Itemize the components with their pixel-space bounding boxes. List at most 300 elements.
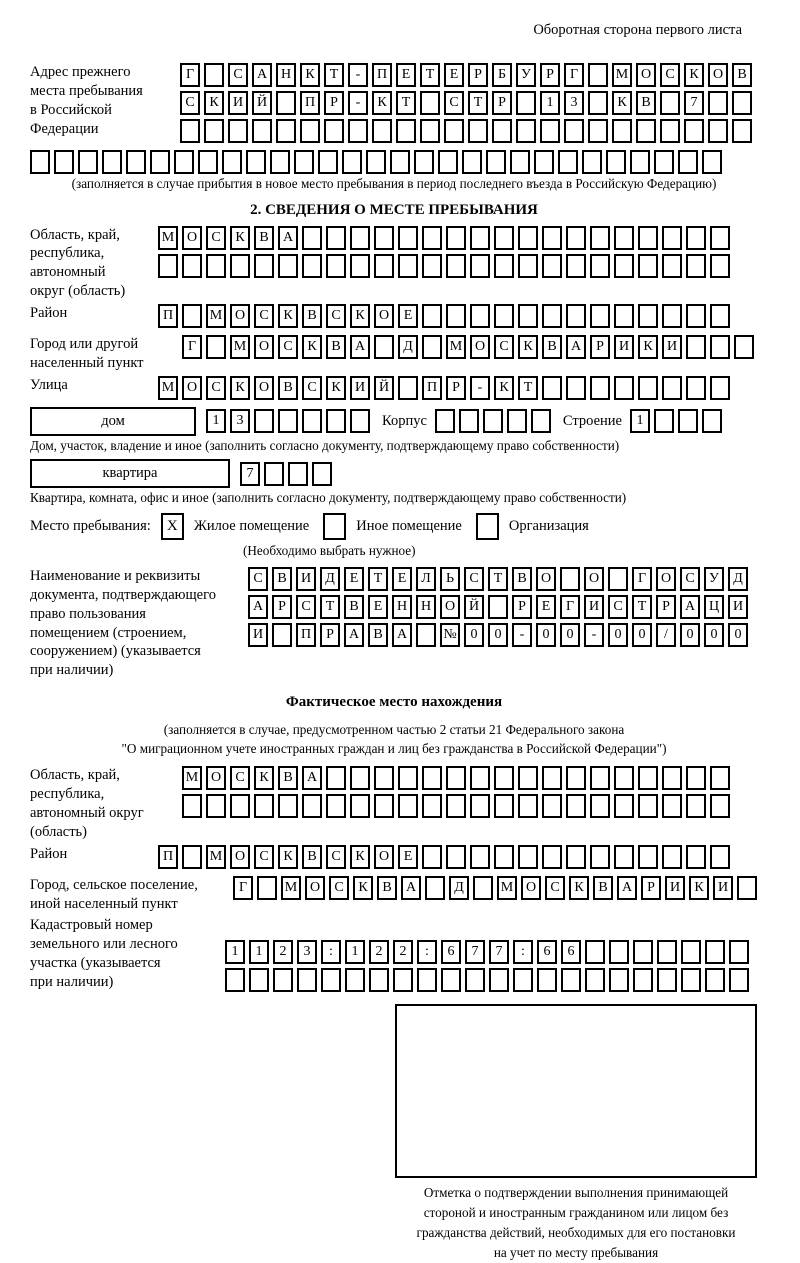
district-field: [30, 304, 758, 332]
city-field: [30, 335, 758, 373]
char-cell: К: [230, 376, 250, 400]
char-cell: [102, 150, 122, 174]
char-cell: [222, 150, 242, 174]
char-cell: [321, 968, 341, 992]
char-cell: [534, 150, 554, 174]
label-line: Город или другой: [30, 335, 139, 352]
char-cell: 3: [230, 409, 250, 433]
char-cell: С: [254, 845, 274, 869]
char-cell: -: [512, 623, 532, 647]
char-cell: Б: [492, 63, 512, 87]
char-cell: М: [612, 63, 632, 87]
char-cell-row: [180, 119, 752, 143]
char-cell: [446, 794, 466, 818]
label-line: гражданства действий, необходимых для его постановки: [416, 1225, 736, 1241]
char-cell: [705, 968, 725, 992]
char-cell: [614, 794, 634, 818]
char-cell: [204, 63, 224, 87]
label-line: Адрес прежнего: [30, 64, 131, 80]
street-label: Улица: [30, 376, 68, 393]
char-cell: [158, 254, 178, 278]
char-cell: Р: [324, 91, 344, 115]
char-cell: Р: [590, 335, 610, 359]
char-cell: [414, 150, 434, 174]
char-cell: [348, 119, 368, 143]
char-cell: О: [182, 376, 202, 400]
char-cell-row: [248, 623, 748, 647]
char-cell: /: [656, 623, 676, 647]
char-cell: И: [584, 595, 604, 619]
label-line: на учет по месту пребывания: [493, 1244, 659, 1260]
char-cell-row: [180, 63, 752, 87]
char-cell: С: [206, 226, 226, 250]
stamp-caption: [395, 1183, 757, 1262]
char-cell: [612, 119, 632, 143]
char-cell: [422, 794, 442, 818]
char-cell: Ь: [440, 567, 460, 591]
char-cell: А: [392, 623, 412, 647]
char-cell: О: [440, 595, 460, 619]
char-cell: С: [494, 335, 514, 359]
char-cell: А: [278, 226, 298, 250]
char-cell: -: [470, 376, 490, 400]
char-cell: А: [617, 876, 637, 900]
char-cell: П: [300, 91, 320, 115]
char-cell: С: [444, 91, 464, 115]
char-cell: [206, 335, 226, 359]
char-cell: [350, 766, 370, 790]
char-cell-row: [225, 968, 749, 992]
char-cell: Т: [518, 376, 538, 400]
char-cell: С: [680, 567, 700, 591]
document-cells: [248, 567, 748, 651]
char-cell: [686, 376, 706, 400]
char-cell: К: [350, 304, 370, 328]
char-cell: [425, 876, 445, 900]
char-cell: Т: [632, 595, 652, 619]
char-cell: [470, 845, 490, 869]
char-cell: К: [569, 876, 589, 900]
char-cell: [417, 968, 437, 992]
label-line: Наименование и реквизиты: [30, 568, 201, 585]
char-cell: Т: [468, 91, 488, 115]
char-cell: [278, 254, 298, 278]
section2-title: 2. СВЕДЕНИЯ О МЕСТЕ ПРЕБЫВАНИЯ: [250, 201, 538, 218]
char-cell: [422, 845, 442, 869]
char-cell: М: [182, 766, 202, 790]
char-cell: Н: [276, 63, 296, 87]
char-cell: В: [326, 335, 346, 359]
char-cell: [297, 968, 317, 992]
char-cell: [326, 226, 346, 250]
char-cell: :: [513, 940, 533, 964]
char-cell: [470, 766, 490, 790]
char-cell: [462, 150, 482, 174]
char-cell: [398, 766, 418, 790]
char-cell: [366, 150, 386, 174]
char-cell: И: [728, 595, 748, 619]
char-cell: О: [230, 304, 250, 328]
char-cell: О: [254, 376, 274, 400]
char-cell: [228, 119, 248, 143]
house-field: [30, 407, 758, 436]
char-cell: [590, 254, 610, 278]
char-cell: [230, 794, 250, 818]
char-cell: [686, 335, 706, 359]
char-cell: [302, 254, 322, 278]
char-cell: [590, 376, 610, 400]
char-cell: Р: [468, 63, 488, 87]
char-cell: Е: [368, 595, 388, 619]
char-cell: [369, 968, 389, 992]
char-cell: [614, 376, 634, 400]
char-cell: [470, 254, 490, 278]
actual-region-label: [30, 766, 182, 841]
char-cell: М: [497, 876, 517, 900]
char-cell: [446, 845, 466, 869]
char-cell: [542, 766, 562, 790]
char-cell: Е: [392, 567, 412, 591]
char-cell: П: [158, 845, 178, 869]
char-cell: Г: [180, 63, 200, 87]
char-cell: А: [566, 335, 586, 359]
char-cell: [638, 845, 658, 869]
char-cell: [374, 226, 394, 250]
char-cell: Н: [416, 595, 436, 619]
char-cell: [393, 968, 413, 992]
char-cell: Т: [488, 567, 508, 591]
char-cell: У: [516, 63, 536, 87]
char-cell: М: [158, 376, 178, 400]
char-cell: С: [230, 766, 250, 790]
char-cell: Т: [368, 567, 388, 591]
char-cell: К: [230, 226, 250, 250]
label-line: Отметка о подтверждении выполнения принимающей: [423, 1185, 729, 1201]
char-cell: [737, 876, 757, 900]
char-cell: О: [374, 304, 394, 328]
char-cell: Д: [320, 567, 340, 591]
stay-option-residential-label: Жилое помещение: [193, 517, 310, 534]
char-cell: [560, 567, 580, 591]
char-cell: К: [350, 845, 370, 869]
char-cell: Т: [396, 91, 416, 115]
char-cell: [518, 304, 538, 328]
char-cell: У: [704, 567, 724, 591]
char-cell: [182, 304, 202, 328]
char-cell: [654, 409, 674, 433]
char-cell: О: [374, 845, 394, 869]
label-line: Кадастровый номер: [30, 917, 153, 934]
prev-address-overflow-row: [30, 150, 758, 174]
char-cell: [636, 119, 656, 143]
char-cell: О: [470, 335, 490, 359]
char-cell: [710, 335, 730, 359]
char-cell: [686, 845, 706, 869]
char-cell: Г: [564, 63, 584, 87]
char-cell: [686, 794, 706, 818]
char-cell-row: [158, 845, 730, 869]
char-cell-row: [158, 304, 730, 328]
actual-city-field: [30, 876, 758, 914]
label-line: при наличии): [30, 974, 114, 990]
label-line: (заполняется в случае, предусмотренном частью 2 статьи 21 Федерального закона: [163, 722, 625, 738]
char-cell: [204, 119, 224, 143]
char-cell: [416, 623, 436, 647]
char-cell: [638, 376, 658, 400]
char-cell: [558, 150, 578, 174]
char-cell: 7: [240, 462, 260, 486]
char-cell: [582, 150, 602, 174]
char-cell: [732, 91, 752, 115]
char-cell: [254, 409, 274, 433]
char-cell-row: [248, 567, 748, 591]
char-cell: П: [296, 623, 316, 647]
char-cell: 0: [704, 623, 724, 647]
actual-location-title: Фактическое место нахождения: [285, 694, 503, 711]
char-cell-row: [435, 409, 551, 433]
char-cell: [606, 150, 626, 174]
char-cell: В: [278, 766, 298, 790]
char-cell: [350, 226, 370, 250]
char-cell: [492, 119, 512, 143]
char-cell: [609, 968, 629, 992]
char-cell: [662, 304, 682, 328]
page-side-note: Оборотная сторона первого листа: [533, 22, 742, 38]
char-cell: [326, 794, 346, 818]
char-cell: Г: [632, 567, 652, 591]
char-cell: [654, 150, 674, 174]
label-line: сооружением) (указывается: [30, 643, 201, 660]
label-line: Область, край,: [30, 767, 120, 784]
char-cell: [494, 845, 514, 869]
actual-location-note: [30, 720, 758, 758]
char-cell: [350, 794, 370, 818]
char-cell: [446, 254, 466, 278]
checkbox-organization: [476, 513, 499, 540]
char-cell: [494, 254, 514, 278]
char-cell: [350, 409, 370, 433]
label-line: Область, край,: [30, 226, 120, 243]
label-line: помещением (строением,: [30, 624, 187, 641]
char-cell: Р: [656, 595, 676, 619]
char-cell: [708, 119, 728, 143]
char-cell: О: [305, 876, 325, 900]
char-cell: [657, 940, 677, 964]
char-cell: [678, 409, 698, 433]
char-cell: [614, 766, 634, 790]
char-cell: [398, 254, 418, 278]
char-cell: [494, 226, 514, 250]
house-note: Дом, участок, владение и иное (заполнить согласно документу, подтверждающему право собственности): [30, 437, 620, 453]
char-cell: О: [182, 226, 202, 250]
char-cell: К: [372, 91, 392, 115]
char-cell: [729, 940, 749, 964]
char-cell: [710, 845, 730, 869]
char-cell: [318, 150, 338, 174]
char-cell: Е: [536, 595, 556, 619]
apartment-note: Квартира, комната, офис и иное (заполнить согласно документу, подтверждающему право собственности): [30, 490, 627, 506]
apartment-field: [30, 459, 758, 488]
checkbox-other-premises: [323, 513, 346, 540]
char-cell: [590, 226, 610, 250]
char-cell-row: [630, 409, 722, 433]
char-cell: И: [662, 335, 682, 359]
char-cell: Е: [444, 63, 464, 87]
label-line: республика,: [30, 245, 105, 262]
char-cell: [470, 226, 490, 250]
char-cell: [294, 150, 314, 174]
char-cell: [507, 409, 527, 433]
prev-address-block: [30, 63, 758, 147]
char-cell: [441, 968, 461, 992]
char-cell-row: [180, 91, 752, 115]
char-cell: [614, 226, 634, 250]
char-cell: В: [302, 304, 322, 328]
char-cell: В: [254, 226, 274, 250]
stamp-area: [395, 1004, 757, 1262]
char-cell: [254, 794, 274, 818]
char-cell: 0: [488, 623, 508, 647]
char-cell: М: [158, 226, 178, 250]
char-cell: [537, 968, 557, 992]
char-cell: А: [680, 595, 700, 619]
label-line: населенный пункт: [30, 354, 144, 371]
char-cell: 1: [630, 409, 650, 433]
char-cell: В: [636, 91, 656, 115]
label-line: Город, сельское поселение,: [30, 876, 198, 893]
cadastral-cells: [225, 940, 749, 996]
char-cell: [662, 226, 682, 250]
char-cell: [312, 462, 332, 486]
char-cell: [345, 968, 365, 992]
char-cell: [30, 150, 50, 174]
char-cell: [300, 119, 320, 143]
char-cell: [270, 150, 290, 174]
char-cell: А: [248, 595, 268, 619]
label-line: автономный округ: [30, 805, 144, 822]
char-cell: [638, 794, 658, 818]
char-cell: [585, 940, 605, 964]
char-cell: С: [248, 567, 268, 591]
label-line: места пребывания: [30, 82, 143, 99]
char-cell: [678, 150, 698, 174]
char-cell: [272, 623, 292, 647]
char-cell: С: [302, 376, 322, 400]
char-cell: [486, 150, 506, 174]
char-cell: О: [536, 567, 556, 591]
char-cell: С: [660, 63, 680, 87]
char-cell: В: [302, 845, 322, 869]
char-cell: 0: [680, 623, 700, 647]
char-cell: [396, 119, 416, 143]
char-cell: [518, 254, 538, 278]
region-cells: [158, 226, 730, 282]
char-cell: [608, 567, 628, 591]
char-cell: [702, 150, 722, 174]
actual-city-label: [30, 876, 233, 914]
stay-option-other-label: Иное помещение: [356, 517, 462, 534]
char-cell: С: [464, 567, 484, 591]
char-cell: [566, 845, 586, 869]
char-cell: К: [638, 335, 658, 359]
char-cell: [273, 968, 293, 992]
char-cell: Р: [540, 63, 560, 87]
char-cell: [710, 766, 730, 790]
char-cell-row: [206, 409, 370, 433]
char-cell: [470, 304, 490, 328]
char-cell-row: [182, 766, 730, 790]
stay-option-organization-label: Организация: [508, 517, 589, 534]
street-field: [30, 376, 758, 404]
char-cell: [302, 226, 322, 250]
char-cell: 2: [369, 940, 389, 964]
char-cell: [638, 254, 658, 278]
char-cell: В: [377, 876, 397, 900]
char-cell: О: [584, 567, 604, 591]
city-label: [30, 335, 182, 373]
stay-type-note: (Необходимо выбрать нужное): [243, 542, 416, 558]
char-cell: О: [656, 567, 676, 591]
char-cell: [662, 845, 682, 869]
char-cell: [566, 304, 586, 328]
region-field: [30, 226, 758, 301]
char-cell: [710, 226, 730, 250]
char-cell: [686, 254, 706, 278]
char-cell: [302, 794, 322, 818]
char-cell: О: [230, 845, 250, 869]
label-line: иной населенный пункт: [30, 895, 178, 912]
char-cell: [518, 794, 538, 818]
char-cell: 3: [564, 91, 584, 115]
char-cell: [630, 150, 650, 174]
char-cell: [660, 91, 680, 115]
char-cell: [561, 968, 581, 992]
char-cell: Г: [233, 876, 253, 900]
char-cell: П: [372, 63, 392, 87]
char-cell: :: [417, 940, 437, 964]
char-cell: [420, 91, 440, 115]
char-cell-row: [248, 595, 748, 619]
char-cell: [398, 376, 418, 400]
char-cell: [710, 794, 730, 818]
char-cell: [686, 304, 706, 328]
char-cell: [633, 968, 653, 992]
char-cell: М: [206, 845, 226, 869]
char-cell: Й: [464, 595, 484, 619]
char-cell: Н: [392, 595, 412, 619]
char-cell: [513, 968, 533, 992]
char-cell: К: [353, 876, 373, 900]
char-cell: Ц: [704, 595, 724, 619]
char-cell: [278, 794, 298, 818]
stroenie-label: Строение: [562, 412, 622, 429]
char-cell: О: [206, 766, 226, 790]
char-cell: [588, 119, 608, 143]
char-cell: [398, 226, 418, 250]
char-cell: №: [440, 623, 460, 647]
char-cell: [662, 254, 682, 278]
label-line: (область): [30, 823, 87, 840]
char-cell: А: [344, 623, 364, 647]
char-cell: [468, 119, 488, 143]
char-cell-row: [225, 940, 749, 964]
char-cell: С: [326, 845, 346, 869]
char-cell: [446, 766, 466, 790]
char-cell: И: [248, 623, 268, 647]
char-cell: Л: [416, 567, 436, 591]
char-cell: И: [614, 335, 634, 359]
char-cell: [662, 376, 682, 400]
